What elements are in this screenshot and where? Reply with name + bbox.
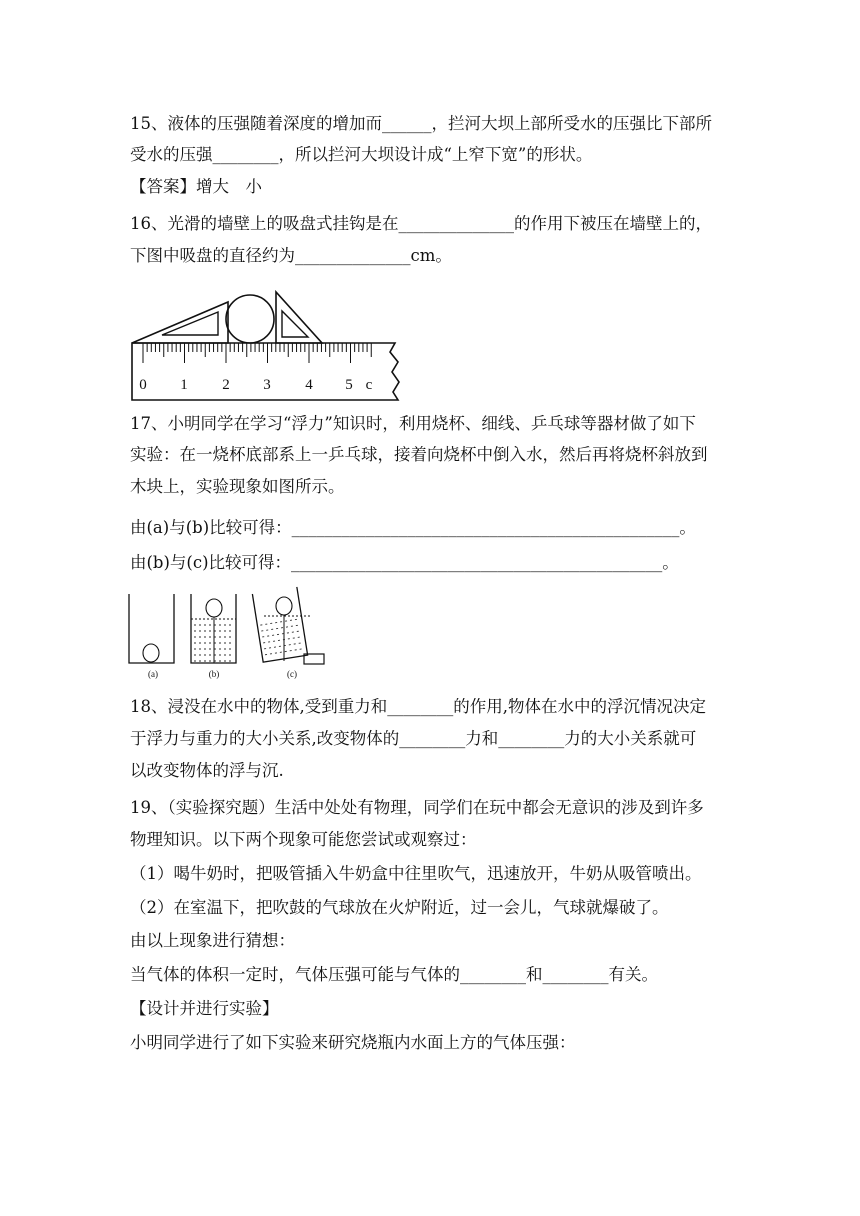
water-hatch	[261, 625, 301, 631]
ball-a	[143, 644, 159, 662]
ruler-label: 1	[180, 377, 188, 393]
q17-line5: 由(b)与(c)比较可得：_____________________________________________。	[130, 553, 679, 572]
q19-line5: 由以上现象进行猜想：	[130, 931, 295, 950]
q19-line3: （1）喝牛奶时，把吸管插入牛奶盒中往里吹气，迅速放开，牛奶从吸管喷出。	[130, 864, 702, 883]
ruler-suction-cup-figure	[130, 288, 405, 403]
right-triangle-ruler	[276, 292, 322, 343]
left-triangle-ruler	[132, 302, 228, 343]
ruler-label: 3	[263, 377, 271, 393]
beaker-figure	[126, 584, 336, 684]
ball-c	[276, 597, 292, 615]
suction-cup-circle	[226, 295, 274, 343]
water-hatch	[260, 619, 300, 625]
ruler-labels	[139, 377, 372, 393]
water-hatch	[265, 648, 305, 654]
ruler-label: 5	[345, 377, 353, 393]
fig-label-a: (a)	[148, 669, 158, 679]
water-hatch	[263, 637, 303, 643]
fig-label-c: (c)	[287, 669, 297, 679]
q19-line2: 物理知识。以下两个现象可能您尝试或观察过：	[130, 830, 477, 849]
q19-line8: 小明同学进行了如下实验来研究烧瓶内水面上方的气体压强：	[130, 1033, 576, 1052]
q19-line6: 当气体的体积一定时，气体压强可能与气体的________和________有关。	[130, 965, 658, 984]
ruler-label: 2	[222, 377, 230, 393]
q16-line1: 16、光滑的墙壁上的吸盘式挂钩是在______________的作用下被压在墙壁上的，	[130, 214, 712, 233]
ruler-label: c	[365, 377, 373, 393]
q18-line3: 以改变物体的浮与沉.	[130, 761, 284, 780]
water-hatch	[262, 631, 302, 637]
beaker-a	[129, 594, 174, 663]
q17-line3: 木块上，实验现象如图所示。	[130, 477, 345, 496]
fig-label-b: (b)	[208, 669, 220, 679]
q17-line4: 由(a)与(b)比较可得：_______________________________________________。	[130, 518, 696, 537]
q19-line1: 19、（实验探究题）生活中处处有物理，同学们在玩中都会无意识的涉及到许多	[130, 798, 704, 817]
q15-answer: 【答案】增大 小	[130, 177, 262, 196]
q17-line1: 17、小明同学在学习“浮力”知识时，利用烧杯、细线、乒乓球等器材做了如下	[130, 414, 696, 433]
q18-line1: 18、浸没在水中的物体,受到重力和________的作用,物体在水中的浮沉情况决定	[130, 697, 706, 716]
q16-line2: 下图中吸盘的直径约为______________cm。	[130, 246, 452, 265]
q19-line4: （2）在室温下，把吹鼓的气球放在火炉附近，过一会儿，气球就爆破了。	[130, 898, 669, 917]
q17-line2: 实验：在一烧杯底部系上一乒乓球，接着向烧杯中倒入水，然后再将烧杯斜放到	[130, 445, 708, 464]
q15-line2: 受水的压强________，所以拦河大坝设计成“上窄下宽”的形状。	[130, 145, 593, 164]
ball-b	[206, 599, 222, 617]
ruler-label: 0	[139, 377, 147, 393]
q15-line1: 15、液体的压强随着深度的增加而______，拦河大坝上部所受水的压强比下部所	[130, 114, 712, 133]
ruler-label: 4	[305, 377, 313, 393]
q18-line2: 于浮力与重力的大小关系,改变物体的________力和________力的大小关系就可	[130, 729, 697, 748]
q19-line7: 【设计并进行实验】	[130, 999, 279, 1018]
